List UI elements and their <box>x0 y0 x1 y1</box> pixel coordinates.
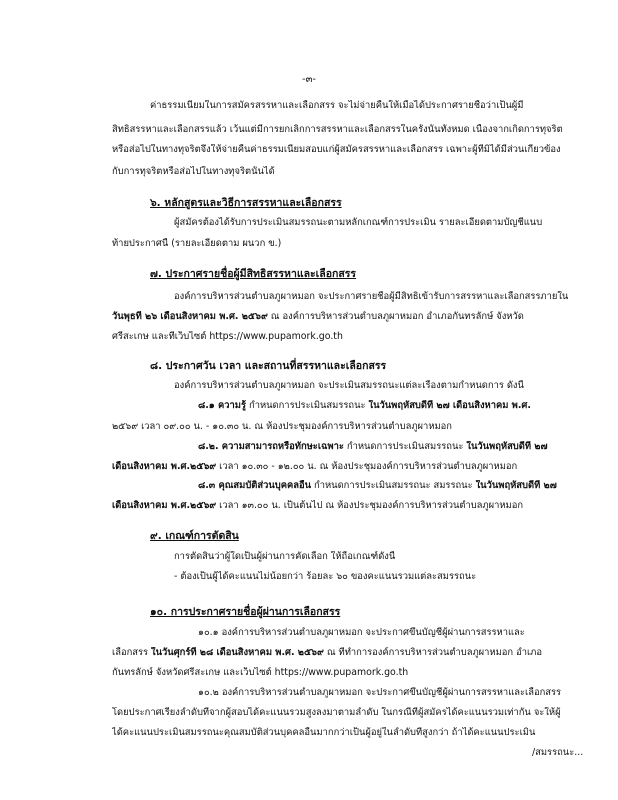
section-8-1-date: ในวันพฤหัสบดีที่ ๒๗ เดือนสิงหาคม พ.ศ. <box>368 400 531 411</box>
section-8-3-time: เวลา ๑๓.๐๐ น. เป็นต้นไป ณ ห้องประชุมองค์การบริหารส่วนตำบลภูผาหมอก <box>216 500 524 511</box>
continuation-marker: /สมรรถนะ... <box>532 747 584 758</box>
section-10-2-line-1: ๑๐.๒ องค์การบริหารส่วนตำบลภูผาหมอก จะประกาศขึ้นบัญชีผู้ผ่านการสรรหาและเลือกสรร <box>198 687 562 698</box>
section-9-line-2: - ต้องเป็นผู้ได้คะแนนไม่น้อยกว่า ร้อยละ ๖๐ ของคะแนนรวมแต่ละสมรรถนะ <box>174 571 477 582</box>
section-6-line-2: ท้ายประกาศนี้ (รายละเอียดตาม ผนวก ข.) <box>112 238 282 249</box>
section-8-2-label: ๘.๒. ความสามารถหรือทักษะเฉพาะ <box>198 441 344 452</box>
section-10-1-prefix: เลือกสรร <box>112 647 152 658</box>
section-7-line-3: ศรีสะเกษ และที่เว็บไซต์ https://www.pupamork.go.th <box>112 331 343 342</box>
section-7-line-2 <box>112 311 590 323</box>
section-10-1-date: ในวันศุกร์ที่ ๒๘ เดือนสิงหาคม พ.ศ. ๒๕๖๙ <box>151 647 324 658</box>
intro-line-1: ค่าธรรมเนียมในการสมัครสรรหาและเลือกสรร จะไม่จ่ายคืนให้เมื่อได้ประกาศรายชื่อว่าเป็นผู้มี <box>150 100 524 111</box>
section-8-2-month: เดือนสิงหาคม พ.ศ.๒๕๖๙ <box>112 461 217 472</box>
section-8-3-line-1 <box>198 480 590 492</box>
section-8-3-label: ๘.๓ คุณสมบัติส่วนบุคคลอื่น <box>198 480 312 491</box>
section-10-1-line-1: ๑๐.๑ องค์การบริหารส่วนตำบลภูผาหมอก จะประกาศขึ้นบัญชีผู้ผ่านการสรรหาและ <box>198 627 525 638</box>
intro-line-3: หรือส่อไปในทางทุจริตจึงให้จ่ายคืนค่าธรรมเนียมสอบแก่ผู้สมัครสรรหาและเลือกสรร เฉพาะผู้ที่มิได้มีส่วนเกี่ยวข้อง <box>112 144 561 155</box>
section-6-heading: ๖. หลักสูตรและวิธีการสรรหาและเลือกสรร <box>150 197 342 209</box>
section-10-1-line-3: กันทรลักษ์ จังหวัดศรีสะเกษ และเว็บไซต์ https://www.pupamork.go.th <box>112 667 409 678</box>
section-8-1-line-2: ๒๕๖๙ เวลา ๐๙.๐๐ น. - ๑๐.๓๐ น. ณ ห้องประชุมองค์การบริหารส่วนตำบลภูผาหมอก <box>112 421 452 432</box>
section-8-1-label: ๘.๑ ความรู้ <box>198 400 247 411</box>
section-8-3-month: เดือนสิงหาคม พ.ศ.๒๕๖๙ <box>112 500 217 511</box>
section-8-2-date: ในวันพฤหัสบดีที่ ๒๗ <box>466 441 548 452</box>
section-8-1-text: กำหนดการประเมินสมรรถนะ <box>246 400 369 411</box>
section-10-1-location: ณ ที่ทำการองค์การบริหารส่วนตำบลภูผาหมอก อำเภอ <box>323 647 542 658</box>
section-8-heading: ๘. ประกาศวัน เวลา และสถานที่สรรหาและเลือกสรร <box>150 360 387 372</box>
section-10-heading: ๑๐. การประกาศรายชื่อผู้ผ่านการเลือกสรร <box>150 606 341 618</box>
section-8-2-line-2 <box>112 461 590 473</box>
section-8-1-line-1 <box>198 400 590 412</box>
section-10-1-line-2 <box>112 647 590 659</box>
section-8-3-line-2 <box>112 500 590 512</box>
section-8-2-text: กำหนดการประเมินสมรรถนะ <box>343 441 467 452</box>
section-10-2-line-2: โดยประกาศเรียงลำดับที่จากผู้สอบได้คะแนนรวมสูงลงมาตามลำดับ ในกรณีที่ผู้สมัครได้คะแนนรวมเท่ากัน จะให้ผู้ <box>112 707 561 718</box>
section-8-3-text: กำหนดการประเมินสมรรถนะ สมรรถนะ <box>311 480 476 491</box>
section-9-line-1: การตัดสินว่าผู้ใดเป็นผู้ผ่านการคัดเลือก ให้ถือเกณฑ์ดังนี้ <box>174 551 396 562</box>
section-7-line-1: องค์การบริหารส่วนตำบลภูผาหมอก จะประกาศรายชื่อผู้มีสิทธิเข้ารับการสรรหาและเลือกสรรภายใน <box>174 291 569 302</box>
section-8-2-time: เวลา ๑๐.๓๐ - ๑๒.๐๐ น. ณ ห้องประชุมองค์การบริหารส่วนตำบลภูผาหมอก <box>216 461 518 472</box>
section-9-heading: ๙. เกณฑ์การตัดสิน <box>150 530 239 542</box>
intro-line-2: สิทธิสรรหาและเลือกสรรแล้ว เว้นแต่มีการยกเลิกการสรรหาและเลือกสรรในครั้งนั้นทั้งหมด เนื่องจากเกิดการทุจริต <box>112 124 563 135</box>
section-7-date: วันพุธที่ ๒๖ เดือนสิงหาคม พ.ศ. ๒๕๖๙ <box>112 311 268 322</box>
section-6-line-1: ผู้สมัครต้องได้รับการประเมินสมรรถนะตามหลักเกณฑ์การประเมิน รายละเอียดตามบัญชีแนบ <box>174 217 543 228</box>
intro-line-4: กับการทุจริตหรือส่อไปในทางทุจริตนั้นได้ <box>112 166 275 177</box>
section-7-heading: ๗. ประกาศรายชื่อผู้มีสิทธิสรรหาและเลือกสรร <box>150 268 357 280</box>
section-8-2-line-1 <box>198 441 590 453</box>
section-7-location: ณ องค์การบริหารส่วนตำบลภูผาหมอก อำเภอกันทรลักษ์ จังหวัด <box>267 311 524 322</box>
section-8-intro: องค์การบริหารส่วนตำบลภูผาหมอก จะประเมินสมรรถนะแต่ละเรื่องตามกำหนดการ ดังนี้ <box>174 380 524 391</box>
section-10-2-line-3: ได้คะแนนประเมินสมรรถนะคุณสมบัติส่วนบุคคลอื่นมากกว่าเป็นผู้อยู่ในลำดับที่สูงกว่า ถ้าได้คะแนนประเมิน <box>112 727 536 738</box>
page-number: -๓- <box>301 74 317 85</box>
section-8-3-date: ในวันพฤหัสบดีที่ ๒๗ <box>475 480 557 491</box>
